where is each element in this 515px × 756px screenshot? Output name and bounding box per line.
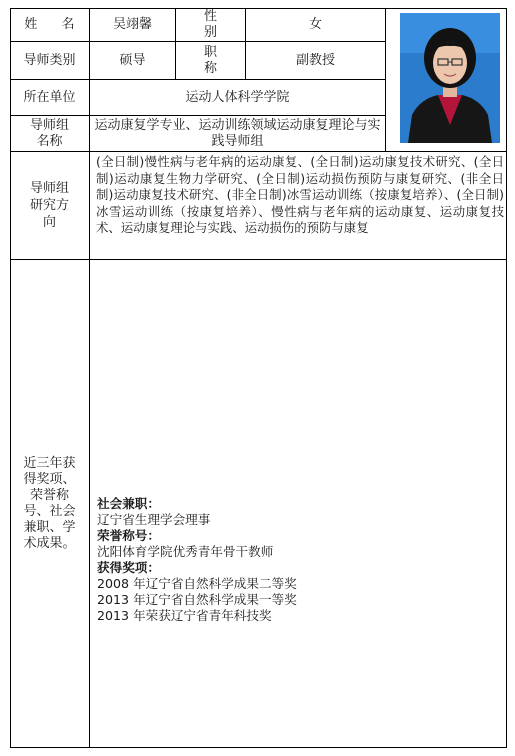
type-label: 导师类别 xyxy=(10,42,90,80)
achievements-content xyxy=(90,260,507,748)
award-item: 2013 年荣获辽宁省青年科技奖 xyxy=(97,607,272,623)
name-value: 吴翊馨 xyxy=(90,8,176,42)
unit-value: 运动人体科学学院 xyxy=(90,80,386,116)
group-name: 运动康复学专业、运动训练领域运动康复理论与实践导师组 xyxy=(90,116,386,152)
title-value: 副教授 xyxy=(246,42,386,80)
honor-heading: 荣誉称号： xyxy=(97,527,160,543)
award-heading: 获得奖项： xyxy=(97,559,160,575)
direction-label: 导师组研究方向 xyxy=(10,152,90,260)
gender-value: 女 xyxy=(246,8,386,42)
title-label: 职 称 xyxy=(176,42,246,80)
mentor-info-table xyxy=(10,8,507,748)
name-label: 姓 名 xyxy=(10,8,90,42)
unit-label: 所在单位 xyxy=(10,80,90,116)
type-value: 硕导 xyxy=(90,42,176,80)
honor-item: 沈阳体育学院优秀青年骨干教师 xyxy=(97,543,274,559)
achievements-label: 近三年获得奖项、荣誉称号、社会兼职、学术成果。 xyxy=(10,260,90,748)
gender-label: 性 别 xyxy=(176,8,246,42)
award-item: 2008 年辽宁省自然科学成果二等奖 xyxy=(97,575,297,591)
award-item: 2013 年辽宁省自然科学成果一等奖 xyxy=(97,591,297,607)
social-item: 辽宁省生理学会理事 xyxy=(97,511,211,527)
social-heading: 社会兼职： xyxy=(97,495,160,511)
group-label: 导师组名称 xyxy=(10,116,90,152)
portrait-photo xyxy=(400,13,500,143)
research-directions: (全日制)慢性病与老年病的运动康复、(全日制)运动康复技术研究、(全日制)运动康复生物力学研究、(全日制)运动损伤预防与康复研究、(非全日制)运动康复技术研究、(非全日制)冰雪运动训练（按康复培养）、(全日制)冰雪运动训练（按康复培养）、慢性病与老年病的运动康复、运动康复技术、运动康复理论与实践、运动损伤的预防与康复 xyxy=(90,152,507,260)
